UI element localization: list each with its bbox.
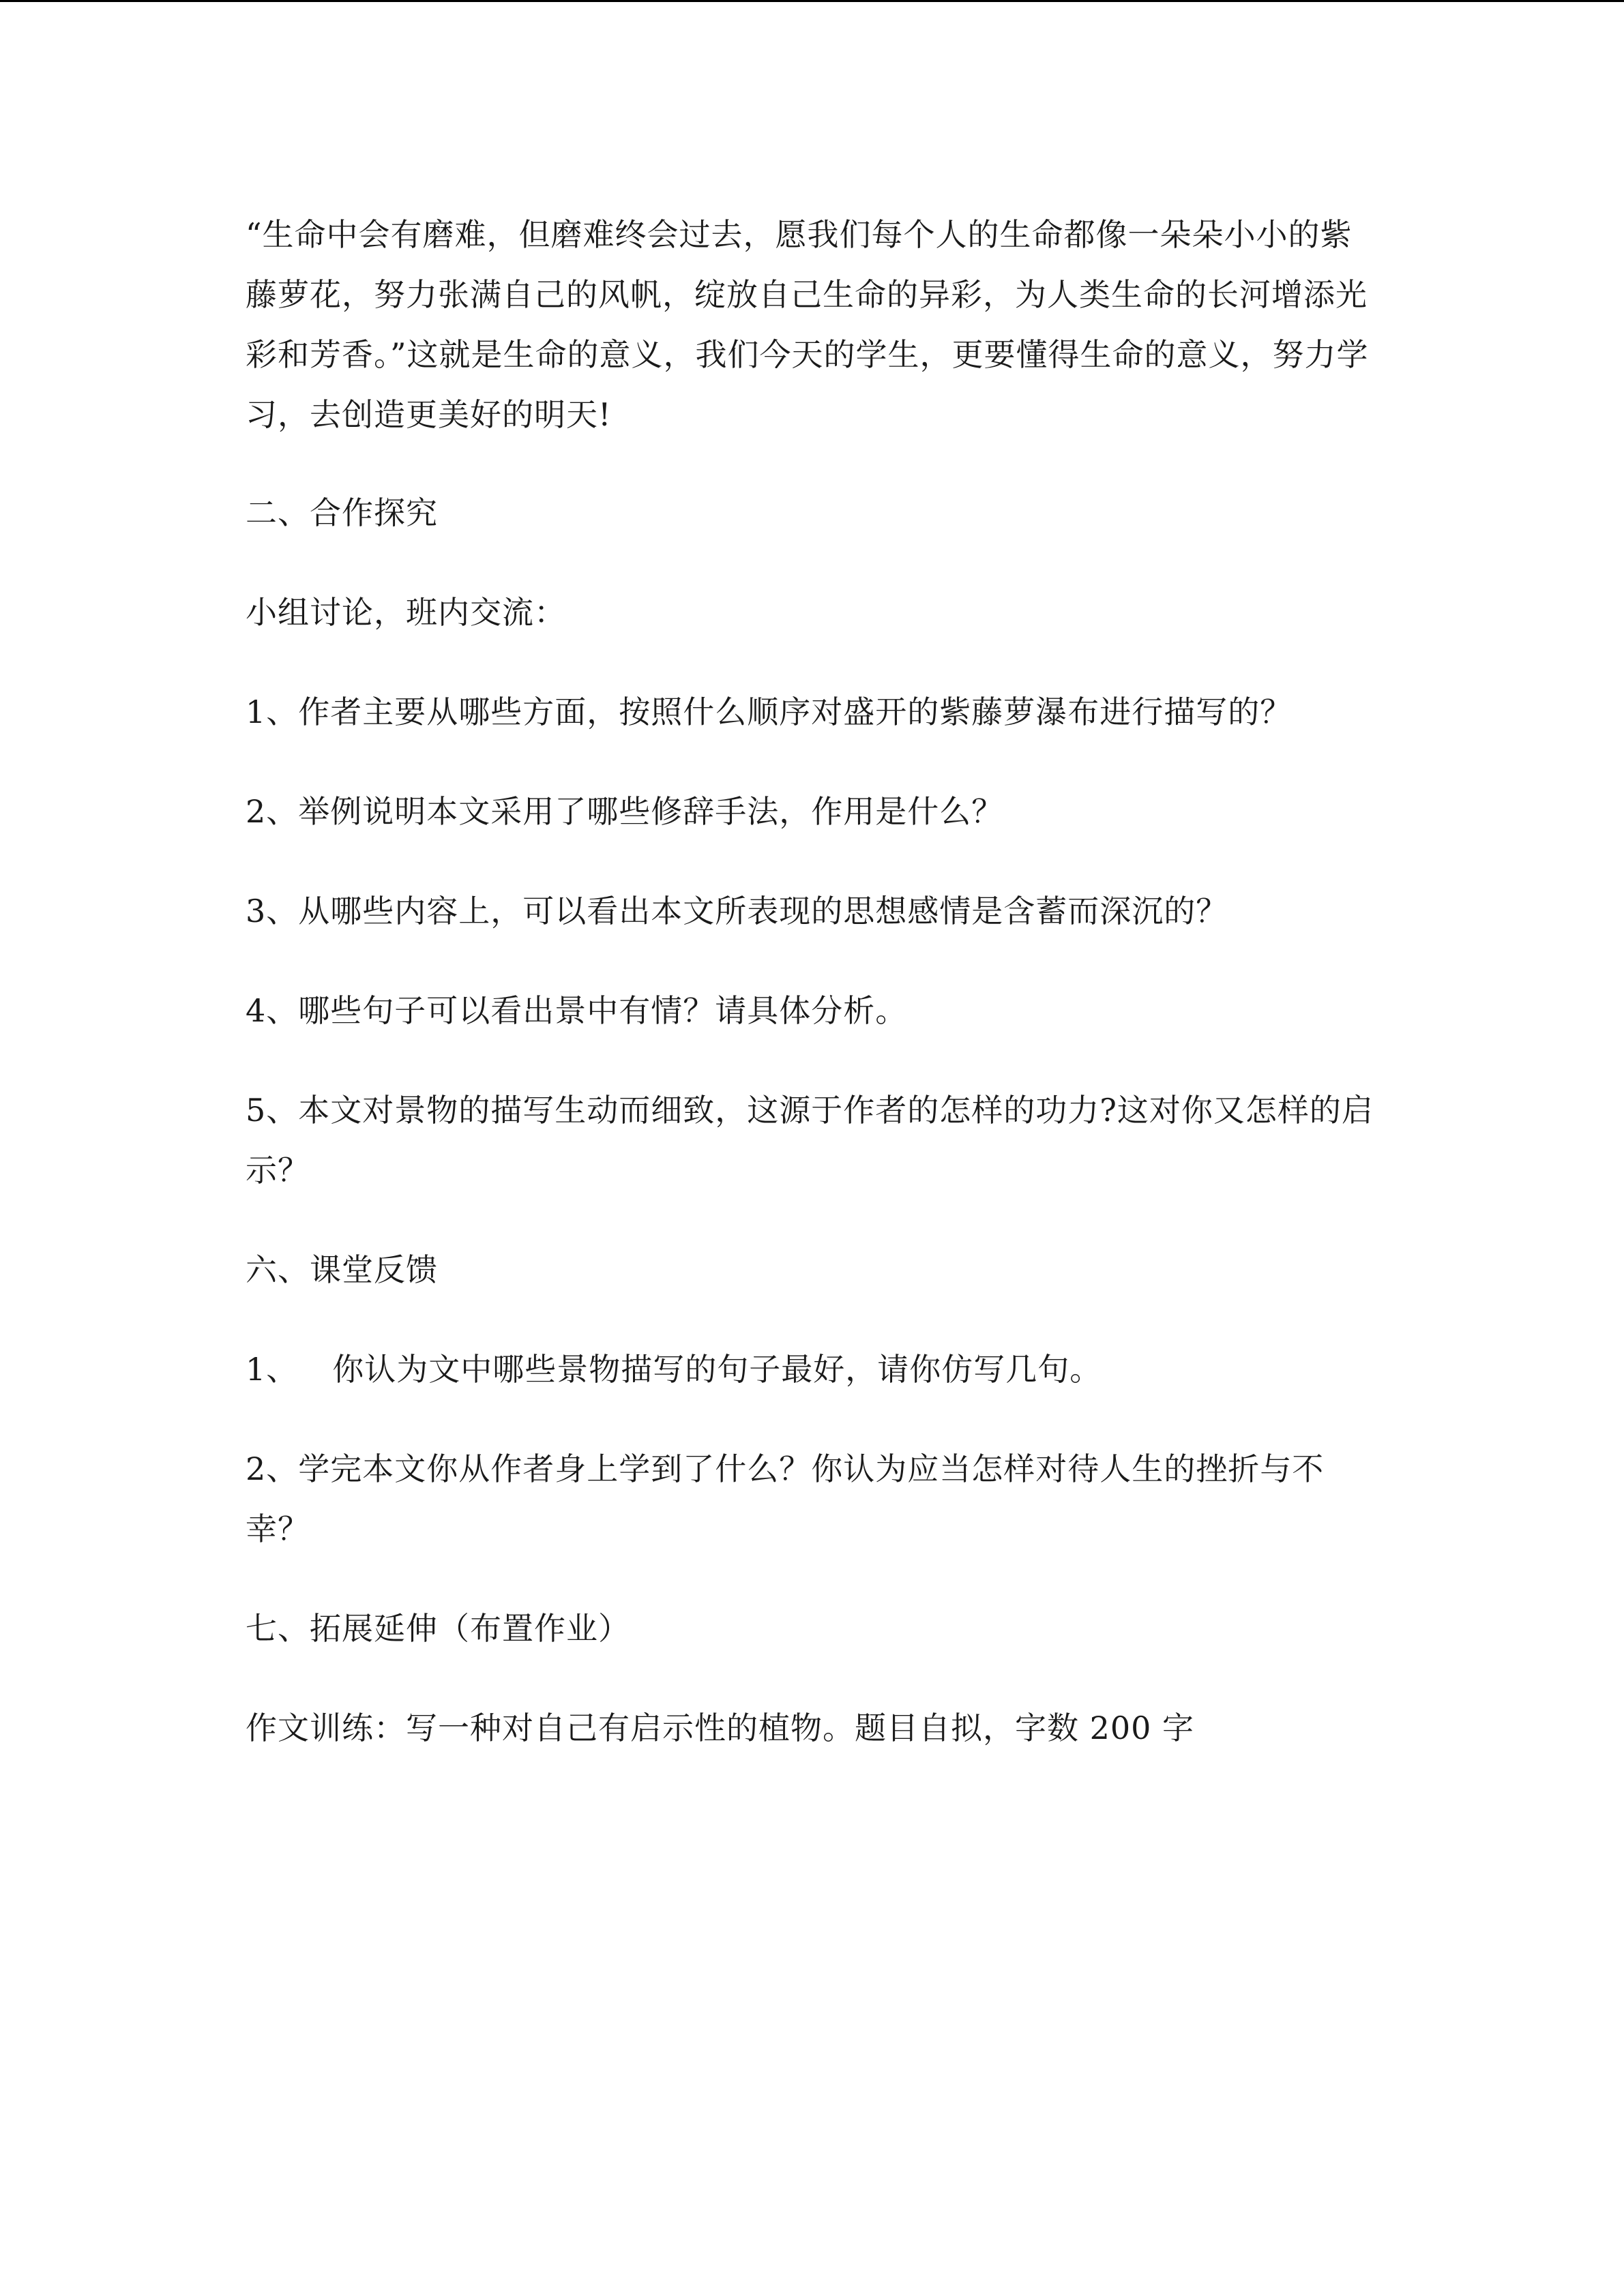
feedback-1 (246, 1339, 1378, 1399)
homework-line: 作文训练：写一种对自己有启示性的植物。题目自拟，字数 200 字 (246, 1710, 1195, 1746)
document-page (246, 205, 1378, 1798)
question-5: 5、本文对景物的描写生动而细致，这源于作者的怎样的功力?这对你又怎样的启示？ (246, 1092, 1374, 1189)
question-4: 4、哪些句子可以看出景中有情？请具体分析。 (246, 992, 908, 1029)
group-discussion-line: 小组讨论，班内交流： (246, 594, 566, 631)
feedback-1-number: 1、 (246, 1351, 299, 1388)
section-heading-classroom-feedback: 六、课堂反馈 (246, 1251, 438, 1288)
top-border-line (0, 0, 1624, 2)
question-1: 1、作者主要从哪些方面，按照什么顺序对盛开的紫藤萝瀑布进行描写的？ (246, 694, 1293, 730)
feedback-1-text: 你认为文中哪些景物描写的句子最好，请你仿写几句。 (332, 1351, 1102, 1388)
section-heading-extension: 七、拓展延伸（布置作业） (246, 1610, 630, 1647)
question-2: 2、举例说明本文采用了哪些修辞手法，作用是什么？ (246, 793, 1004, 830)
question-3: 3、从哪些内容上，可以看出本文所表现的思想感情是含蓄而深沉的？ (246, 893, 1228, 929)
quote-paragraph: “生命中会有磨难，但磨难终会过去，愿我们每个人的生命都像一朵朵小小的紫藤萝花，努力张满自己的风帆，绽放自己生命的异彩，为人类生命的长河增添光彩和芳香。”这就是生命的意义，我们今天的学生，更要懂得生命的意义，努力学习，去创造更美好的明天! (246, 216, 1369, 433)
feedback-2: 2、学完本文你从作者身上学到了什么？你认为应当怎样对待人生的挫折与不幸？ (246, 1450, 1325, 1547)
section-heading-cooperative-inquiry: 二、合作探究 (246, 494, 438, 531)
